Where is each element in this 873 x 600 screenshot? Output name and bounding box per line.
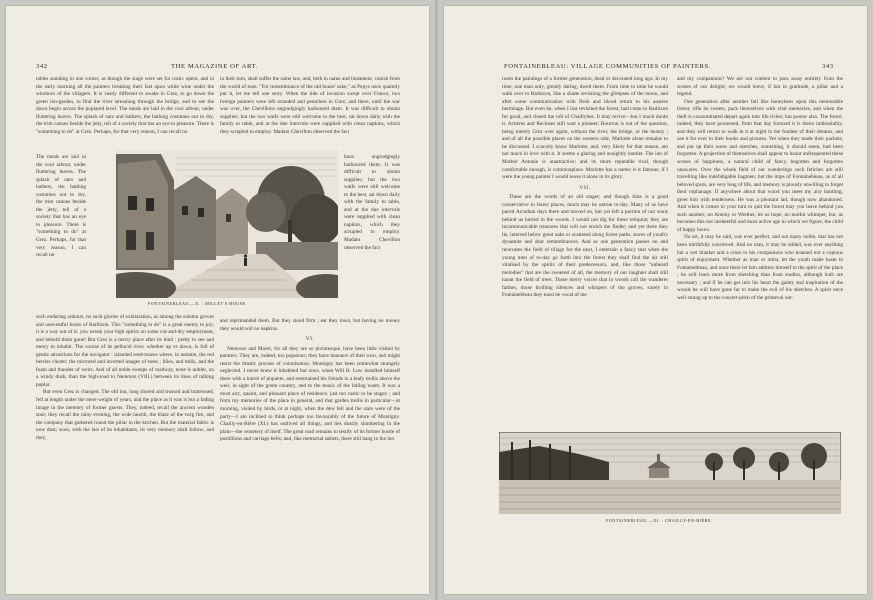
paragraph: and reprimanded them. But they stood firm ; eat they must, but having no money they would soil no napkins.	[220, 318, 400, 332]
paragraph-wrap: The meals are laid in the cool arbour, under fluttering leaves. The splash of oars and bathers, the bathing costumes out to dry, the trim canoes beside the jetty, tell of a society that has an eye to pleasure. There is "something to do" at Grez. Perhaps, for that very reason, I can recall no	[36, 154, 86, 259]
right-col1	[502, 76, 668, 428]
left-col1-top-wide	[36, 76, 214, 156]
paragraph: Nemours and Moret, for all they are so picturesque, have been little visited by painters. They are, indeed, too populous; they have manners of their own, and might resist the drastic process of colonisation. Montigny has been somewhat strangely neglected. I never knew it inhabited but once, when Will H. Low installed himself there with a barrel of piquette, and entertained his friends in a leafy trellis above the weir, in sight of the green country, and to the music of the falling water. It was a most airy, quaint, and pleasant place of residence, just too rustic to be stagey ; and from my memories of the place in general, and that garden trellis in particular—at morning, visited by birds, or at night, when the dew fell and the stars were of the party—I am inclined to think perhaps too favourably of the future of Montigny. Chailly-en-Bière (XI.) has outlived all things, and lies dustily slumbering in the plain—the cemetery of itself. The great road remains to testify of its former bustle of postillions and carriage bells; and, like memorial tablets, there still hang in the inn	[220, 345, 400, 443]
right-page	[444, 6, 867, 594]
paragraph: But even Grez is changed. The old inn, long shored and trussed and buttressed, fell at length under the mere weight of years, and the place as it was is but a fading image in the memory of former guests. They, indeed, recall the ancient wooden stair; they recall the rainy evening, the wide hearth, the blaze of the twig fire, and the company that gathered round the pillar in the kitchen. But the material fabric is now dust; soon, with the last of its inhabitants, its very memory shall follow; and they,	[36, 389, 214, 441]
page-number: 343	[822, 63, 834, 70]
engraving-image	[116, 150, 338, 298]
paragraph: such enduring ardours, no such glories of exhilaration, as among the solemn groves and uneventful hours of Barbizon. This "something to do" is a great enemy to joy; it is a way out of it; you wreak your high spirits on some cut-and-dry employment, and behold them gone! But Grez is a merry place after its kind : pretty to see and merry to inhabit. The course of its pellucid river, whether up or down, is full of gentle attractions for the navigator : islanded reed-mazes where, in autumn, the red berries cluster; the mirrored and inverted images of trees ; lilies, and mills, and the foam and thunder of weirs. And of all noble sweeps of roadway, none is nobler, on a windy dusk, than the high-road to Nemours (VIII.) between its lines of talking poplar.	[36, 314, 214, 388]
millets-house-engraving	[116, 150, 338, 298]
engraving-image	[499, 432, 841, 514]
book-gutter	[435, 0, 438, 600]
page-number: 342	[36, 63, 48, 70]
left-col2-bottom	[220, 318, 400, 590]
paragraph: in their turn, shall suffer the same law, and, both in name and lineament, vanish from the world of men. "For remembrance of the old house' sake," as Pepys once quaintly put it, let me tell one story. When the tide of invasion swept over France, two foreign painters were left stranded and penniless in Grez; and there, until the war was over, the Chevillons ungrudgingly harboured them. It was difficult to obtain supplies; but the two waifs were still welcome to the best, sat down daily with the family to table, and at the due intervals were supplied with clean napkins, which they scrupled to employ. Madam Chevillon observed the fact	[220, 76, 400, 135]
running-head: FONTAINEBLEAU: VILLAGE COMMUNITIES OF PAINTERS.	[504, 63, 711, 70]
paragraph: room the paintings of a former generation, dead or decorated long ago. In my time, one man only, greatly daring, dwelt there. From time to time he would walk over to Barbizon, like a shade revisiting the glimpses of the moon, and after some communication with flesh and blood return to his austere hermitage. But even he, when I last revisited the forest, had come to Barbizon for good, and closed the roll of Chaillyites. It may revive—but I much doubt it. Achères and Recloses still wait a pioneer; Bourron is out of the question, being merely Grez over again, without the river, the bridge, or the beauty ; and of all the possible places on the western side, Marlotte alone remains to be discussed. I scarcely know Marlotte, and, very likely for that reason, am not much in love with it. It seems a glaring and unsightly hamlet. The inn of Mother Antonie is unattractive; and its more reputable rival, though comfortable enough, is commonplace. Marlotte has a name; it is famous; if I were the young painter I would leave it alone in its glory.	[502, 76, 668, 181]
illustration-caption: FONTAINEBLEAU.—X. : MILLET'S HOUSE.	[148, 301, 248, 306]
running-head: THE MAGAZINE OF ART.	[171, 63, 258, 70]
paragraph-wrap: bons ungrudgingly harboured them. It was difficult to obtain supplies; but the two waifs were still welcome to the best, sat down daily with the family to table, and at the due intervals were supplied with clean napkins, which they scrupled to employ. Madam Chevillon observed the fact	[344, 154, 400, 251]
paragraph: These are the words of an old stager; and though time is a good conservative in forest places, much may be untrue to-day. Many of us have paced Arcadian days there and moved on, but yet left a portion of our souls behind us buried in the woods. I would not dig for these reliquiæ; they are incommunicable treasures that will not enrich the finder; and yet there they lie, interred below great oaks or scattered along forest paths, stores of youth's dynamite and dear remembrances. And as one generation passes on and renovates the field of tillage for the next, I entertain a fancy that when the young men of to-day go forth into the forest they shall find the air still vitalised by the spirits of their predecessors, and, like those "unheard melodies" that are the sweetest of all, the memory of our laughter shall still haunt the field of trees. Those merry voices that in woods call the wanderer farther, those thrilling silences and whispers of the groves, surely in Fontainebleau they must be vocal of me	[502, 194, 668, 299]
section-heading: VI.	[305, 336, 315, 343]
illustration-caption: FONTAINEBLEAU.—XI. : CHAILLY-EN-BIÈRE.	[606, 518, 713, 523]
left-col1-bottom	[36, 314, 214, 589]
section-heading: VII.	[579, 184, 591, 191]
right-col2	[677, 76, 843, 428]
paragraph: No art, it may be said, was ever perfect, and not many noble, that has not been mirthfully conceived. And no man, it may be added, was ever anything but a wet blanket and a cross to his companions who boasted not a copious spirit of enjoyment. Whether as man or artist, let the youth make haste to Fontainebleau, and once there let him address himself to the spirit of the place ; he will learn more from sketching than from studies, although both are necessary ; and if he can get into his heart the gaiety and inspiration of the woods he will have gone far to make the evil of his sketches. A spirit once well strung up to the concert-pitch of the primeval out-	[677, 234, 843, 301]
left-page	[6, 6, 429, 594]
left-col1-top-narrow	[36, 154, 86, 314]
paragraph: One generation after another fall like honeybees upon this memorable forest, rifle its sweets, pack themselves with vital memories, and when the theft is consummated depart again into life richer, but poorer also. The forest, indeed, they have possessed, from that day forward it is theirs indissolubly, and they will return to walk in it at night in the fondest of their dreams, and use it for ever in their books and pictures. Yet when they made their packets, and put up their notes and sketches, something, it should seem, had been forgotten. A projection of themselves shall appear to haunt unfrequented these scenes of happiness, a natural child of fancy, begotten and forgotten unawares. Over the whole field of our wanderings such fetiches are still travelling like indefatigable bagmen; but the imps of Fontainebleau, as of all beloved spots, are very long of life, and memory is piously unwilling to forget their orphanage. If anywhere about that wood you meet my airy bantling, greet him with tenderness. He was a pleasant lad, though now abandoned. And when it comes to your turn to quit the forest may you leave behind you such another; no Antony or Werther, let us hope, no tearful whimper, but, as becomes this not unsheerful and most active age in which we figure, the child of happy hours.	[677, 98, 843, 233]
left-col2-narrow	[344, 154, 400, 314]
left-col2-top	[220, 76, 400, 156]
paragraph: and my companions? We are not content to pass away entirely from the scenes of our delight; we would leave, if but in gratitude, a pillar and a legend.	[677, 76, 843, 98]
chailly-en-biere-engraving	[499, 432, 841, 514]
paragraph: tables standing in one corner, as though the stage were set for rustic opera, and in the early morning all the painters breaking their fast upon white wine under the windows of the villagers. It is vastly different to awake in Grez, to go down the green inn-garden, to find the river streaming through the bridge, and to see the dawn begin across the poplared level. The meals are laid in the cool arbour, under fluttering leaves. The splash of oars and bathers, the bathing costumes out to dry, the trim canoes beside the jetty, tell of a society that has an eye to pleasure. There is "something to do" at Grez. Perhaps, for that very reason, I can recall no	[36, 76, 214, 135]
